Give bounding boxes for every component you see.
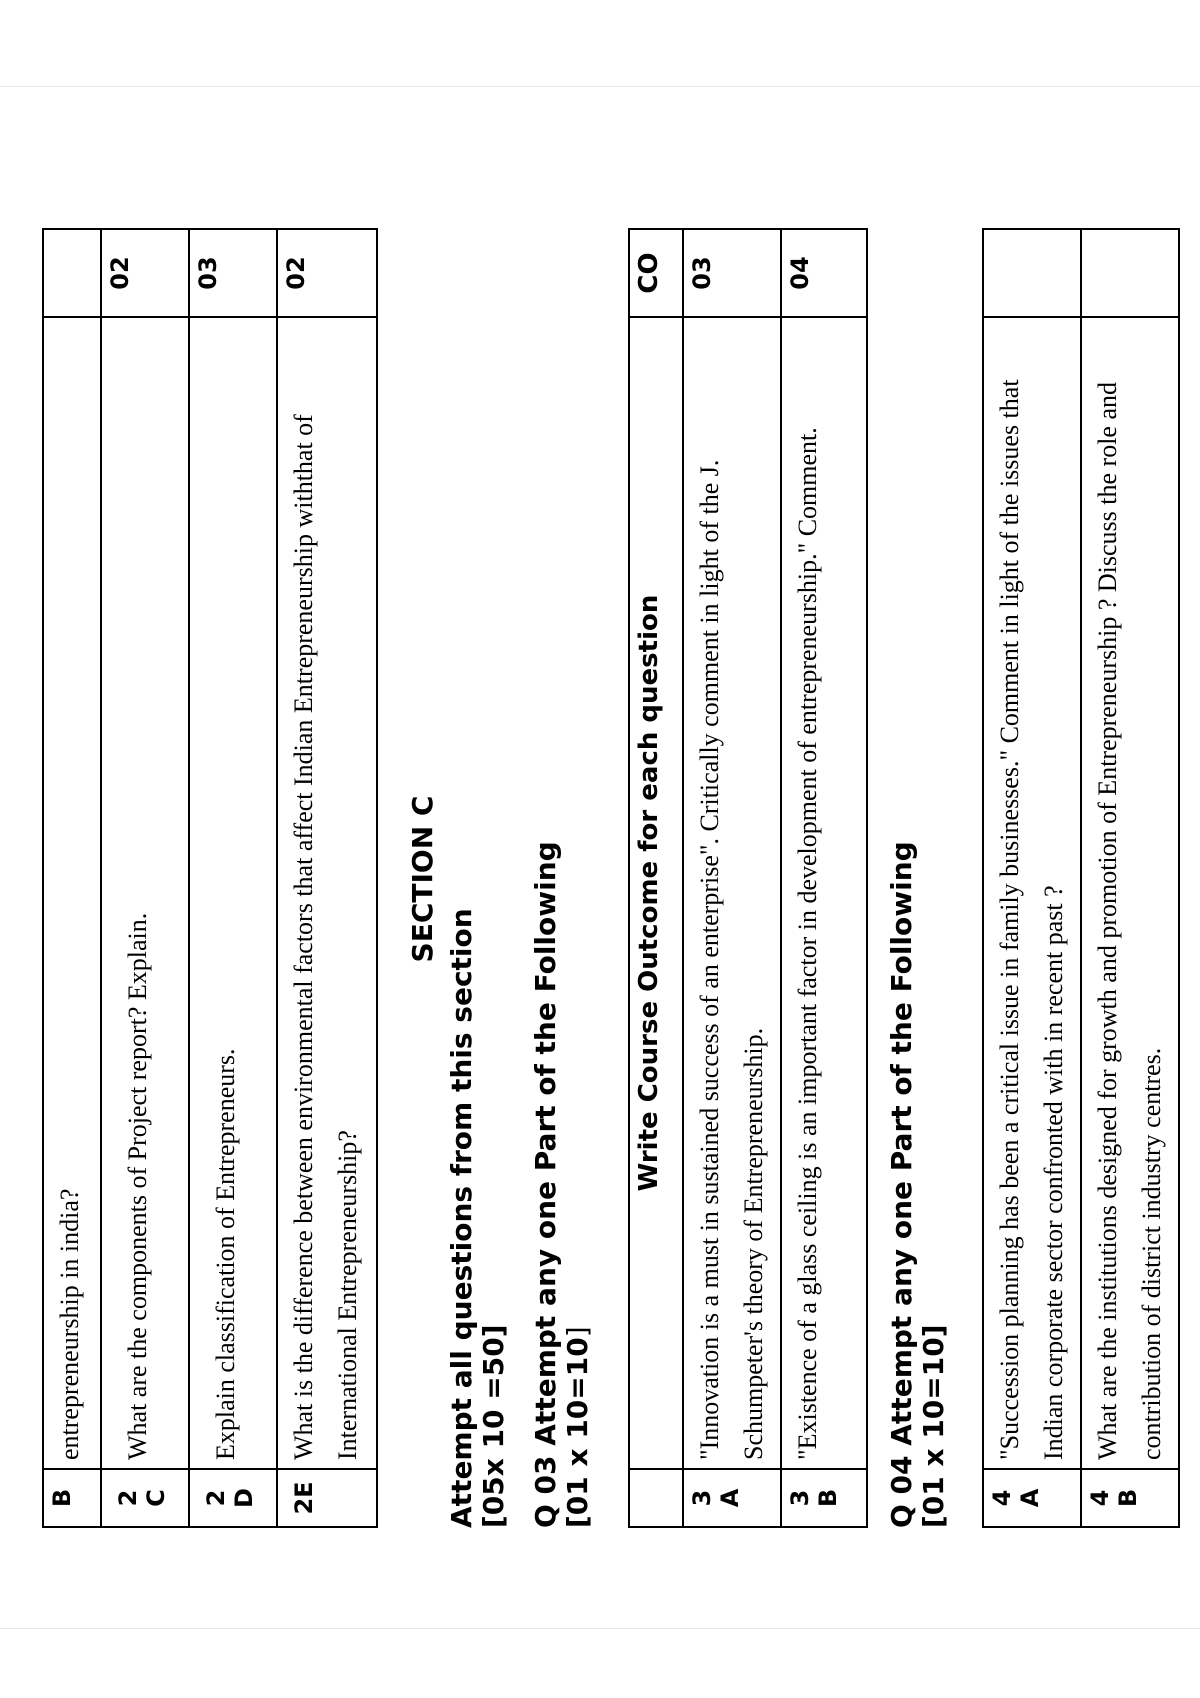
course-outcome: [1081, 229, 1179, 317]
question-3-table: [628, 228, 868, 1528]
table-row: [43, 229, 101, 1527]
question-3-marks-main: [01 x 10=10: [561, 1337, 594, 1528]
table-row: [101, 229, 189, 1527]
course-outcome: [43, 229, 101, 317]
question-number: 2 D: [189, 1469, 277, 1527]
question-number: 3 A: [683, 1469, 781, 1527]
header-blank-cell: [629, 1469, 683, 1527]
section-title: SECTION C: [406, 795, 439, 963]
co-column-header: CO: [629, 229, 683, 317]
question-text: "Succession planning has been a critical issue in family businesses." Comment in light of the issues that Indian corporate sector confronted with in recent past ?: [983, 317, 1081, 1469]
course-outcome: 02: [101, 229, 189, 317]
question-text: entrepreneurship in india?: [43, 317, 101, 1469]
question-4-heading: [886, 841, 950, 1528]
question-number: 2E: [277, 1469, 377, 1527]
section-instruction-text: Attempt all questions from this section: [445, 908, 478, 1528]
course-outcome: [983, 229, 1081, 317]
table-row: [277, 229, 377, 1527]
table-row: [1081, 229, 1179, 1527]
question-text: What are the institutions designed for growth and promotion of Entrepreneurship ? Discuss the role and contribution of district industry centres.: [1081, 317, 1179, 1469]
course-outcome: 04: [781, 229, 867, 317]
question-number: 3 B: [781, 1469, 867, 1527]
course-outcome: 03: [683, 229, 781, 317]
page-bottom-divider: [0, 1628, 1200, 1629]
question-text: Explain classification of Entrepreneurs.: [189, 317, 277, 1469]
table-row: [983, 229, 1081, 1527]
rotated-exam-page: [30, 230, 1168, 1528]
course-outcome: 03: [189, 229, 277, 317]
question-3-marks-end: ]: [561, 1326, 594, 1338]
question-3-heading-text: Q 03 Attempt any one Part of the Following: [529, 841, 562, 1528]
course-outcome: 02: [277, 229, 377, 317]
question-text: What are the components of Project report? Explain.: [101, 317, 189, 1469]
question-3-marks: [562, 841, 594, 1528]
section-b-question-table: [42, 228, 378, 1528]
section-instruction: [446, 908, 510, 1528]
table-header-row: [629, 229, 683, 1527]
course-outcome-header: Write Course Outcome for each question: [629, 317, 683, 1469]
question-number: 4 B: [1081, 1469, 1179, 1527]
question-number: B: [43, 1469, 101, 1527]
table-row: [781, 229, 867, 1527]
table-row: [683, 229, 781, 1527]
question-number: 4 A: [983, 1469, 1081, 1527]
question-text: What is the difference between environmental factors that affect Indian Entrepreneurship withthat of International Entrepreneurship?: [277, 317, 377, 1469]
page-top-divider: [0, 86, 1200, 87]
question-4-table: [982, 228, 1180, 1528]
question-number: 2 C: [101, 1469, 189, 1527]
question-4-heading-text: Q 04 Attempt any one Part of the Following: [885, 841, 918, 1528]
question-3-heading: [530, 841, 594, 1528]
table-row: [189, 229, 277, 1527]
question-text: "Innovation is a must in sustained success of an enterprise". Critically comment in light of the J. Schumpeter's theory of Entrepreneurship.: [683, 317, 781, 1469]
section-marks: [05x 10 =50]: [477, 1324, 510, 1528]
question-text: "Existence of a glass ceiling is an important factor in development of entrepreneurship." Comment.: [781, 317, 867, 1469]
question-4-marks: [01 x 10=10]: [917, 1324, 950, 1528]
